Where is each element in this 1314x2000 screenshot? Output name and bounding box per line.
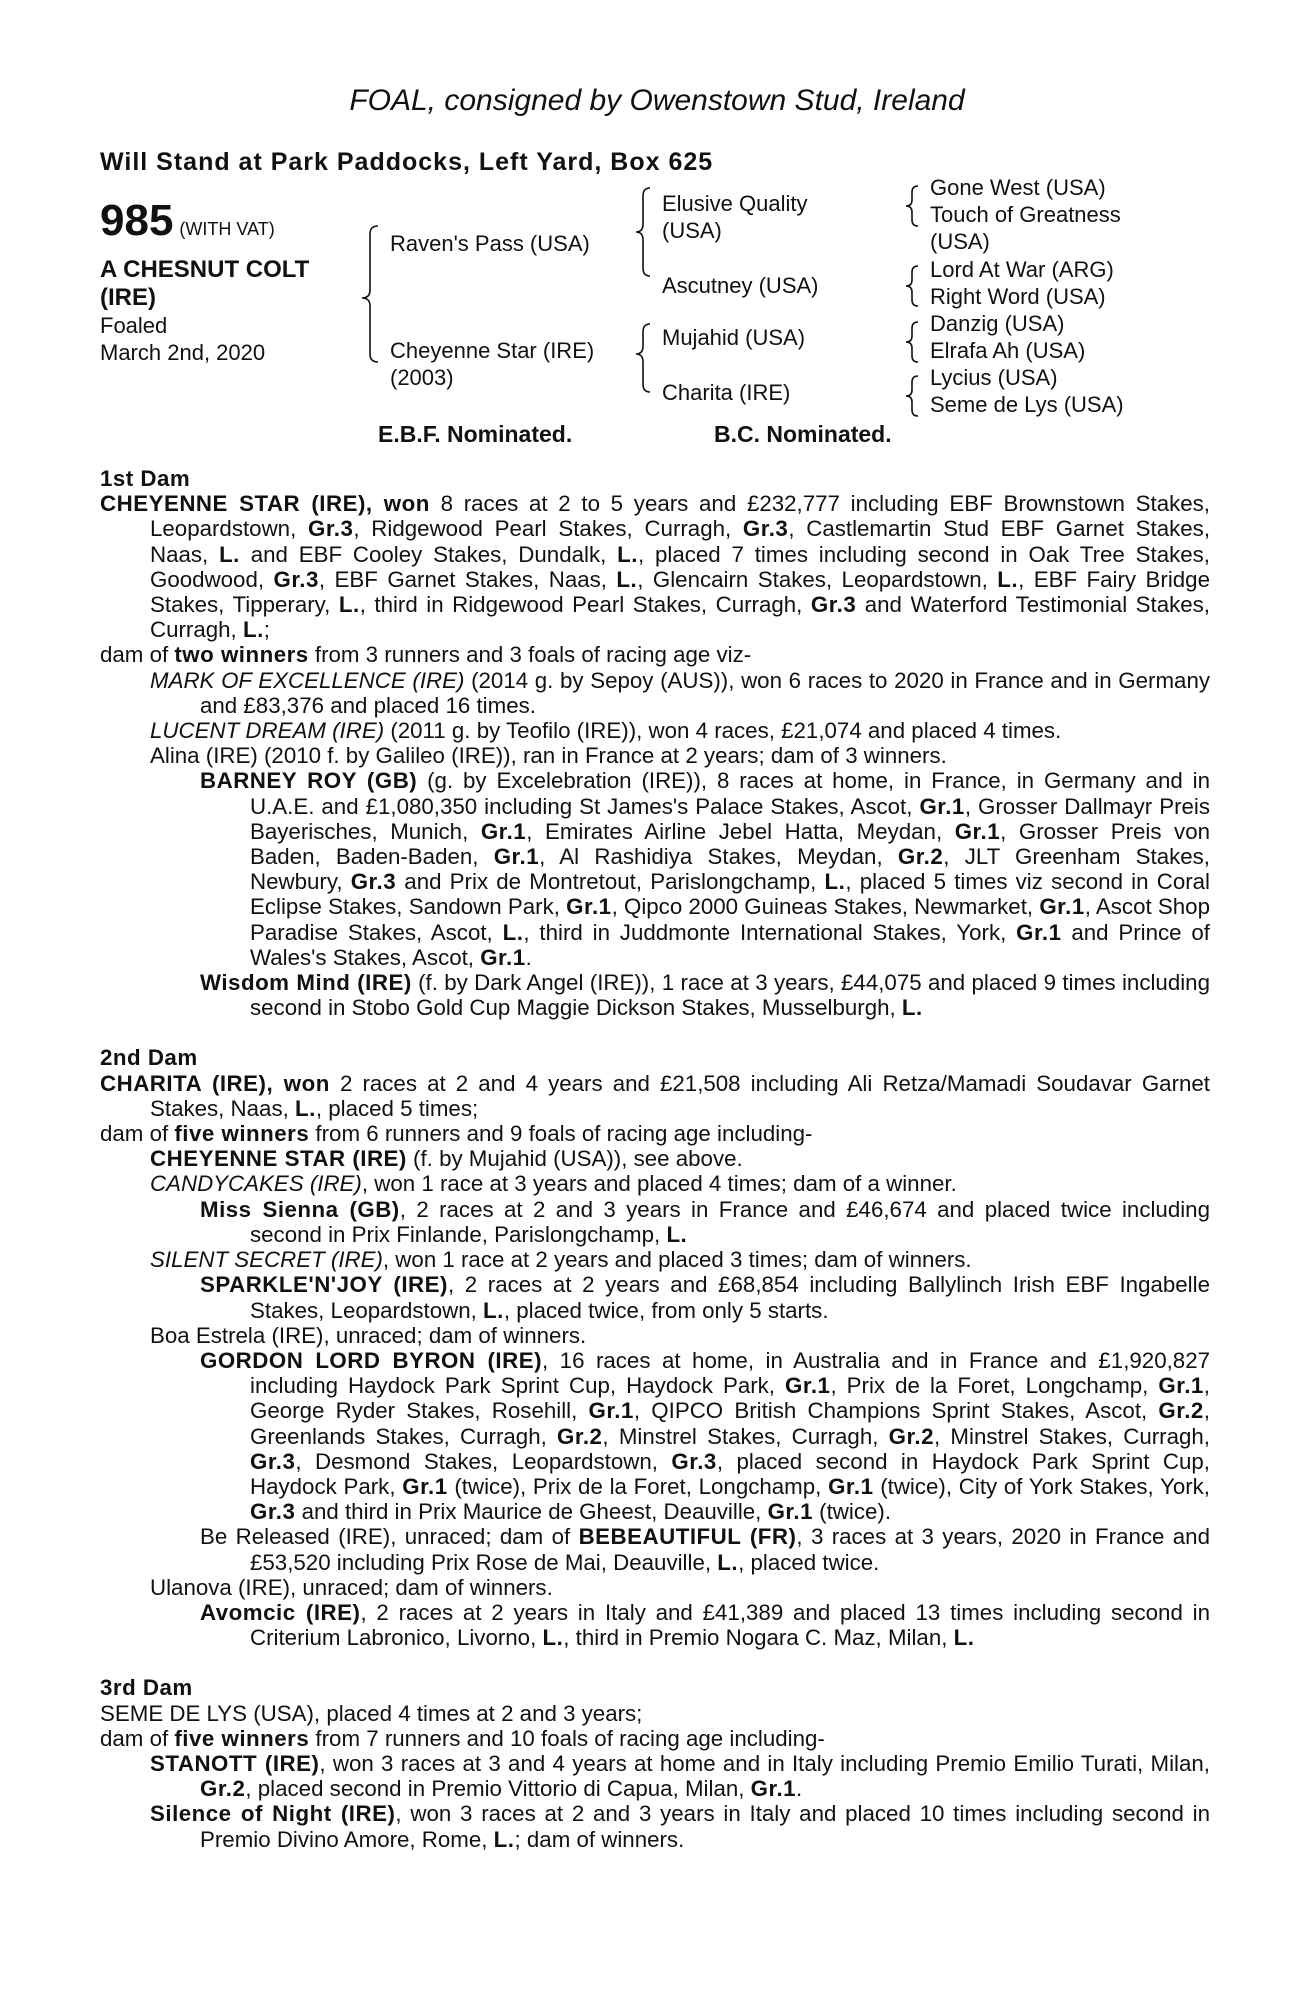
third-dam-heading: 3rd Dam — [100, 1675, 193, 1701]
dds: Lycius (USA) — [930, 365, 1058, 390]
produce-candycakes: CANDYCAKES (IRE), won 1 race at 3 years and placed 4 times; dam of a winner. — [150, 1171, 957, 1197]
produce-wisdom-mind: Wisdom Mind (IRE) (f. by Dark Angel (IRE)), 1 race at 3 years, £44,075 and placed 9 times including second in Stobo Gold Cup Maggie Dickson Stakes, Musselburgh, L. — [200, 970, 1210, 1021]
produce-alina: Alina (IRE) (2010 f. by Galileo (IRE)), ran in France at 2 years; dam of 3 winners. — [150, 743, 947, 769]
second-dam-heading: 2nd Dam — [100, 1045, 198, 1071]
brace-sd — [906, 266, 918, 306]
sire: Raven's Pass (USA) — [390, 231, 590, 256]
produce-lucent-dream: LUCENT DREAM (IRE) (2011 g. by Teofilo (IRE)), won 4 races, £21,074 and placed 4 times. — [150, 718, 1062, 744]
brace-ds — [906, 322, 918, 362]
consignor-line: FOAL, consigned by Owenstown Stud, Ireland — [349, 84, 965, 117]
brace-dd — [906, 376, 918, 416]
ssd-line2: (USA) — [930, 229, 990, 254]
first-dam-name: CHEYENNE STAR (IRE) — [100, 491, 366, 517]
produce-sparkle-n-joy: SPARKLE'N'JOY (IRE), 2 races at 2 years and £68,854 including Ballylinch Irish EBF Ingabelle Stakes, Leopardstown, L., placed twice, from only 5 starts. — [200, 1272, 1210, 1323]
brace-main — [362, 226, 378, 362]
dam-dam: Charita (IRE) — [662, 380, 791, 405]
dam — [390, 337, 594, 391]
produce-cheyenne-star: CHEYENNE STAR (IRE) (f. by Mujahid (USA)), see above. — [150, 1146, 743, 1172]
produce-mark-of-excellence: MARK OF EXCELLENCE (IRE) (2014 g. by Sepoy (AUS)), won 6 races to 2020 in France and in Germany and £83,376 and placed 16 times. — [150, 667, 1210, 718]
sds: Lord At War (ARG) — [930, 257, 1114, 282]
ssd — [930, 201, 1121, 255]
produce-gordon-lord-byron: GORDON LORD BYRON (IRE), 16 races at home, in Australia and in France and £1,920,827 including Haydock Park Sprint Cup, Haydock Park, Gr.1, Prix de la Foret, Longchamp, Gr.1, George Ryder Stakes, Rosehill, Gr.1, QIPCO British Champions Sprint Stakes, Ascot, Gr.2, Greenlands Stakes, Curragh, Gr.2, Minstrel Stakes, Curragh, Gr.2, Minstrel Stakes, Curragh, Gr.3, Desmond Stakes, Leopardstown, Gr.3, placed second in Haydock Park Sprint Cup, Haydock Park, Gr.1 (twice), Prix de la Foret, Longchamp, Gr.1 (twice), City of York Stakes, York, Gr.3 and third in Prix Maurice de Gheest, Deauville, Gr.1 (twice). — [200, 1347, 1211, 1525]
stand-location: Will Stand at Park Paddocks, Left Yard, Box 625 — [100, 148, 714, 176]
produce-be-released: Be Released (IRE), unraced; dam of BEBEAUTIFUL (FR), 3 races at 3 years, 2020 in France and £53,520 including Prix Rose de Mai, Deauville, L., placed twice. — [200, 1524, 1210, 1575]
produce-stanott: STANOTT (IRE), won 3 races at 3 and 4 years at home and in Italy including Premio Emilio Turati, Milan, Gr.2, placed second in Premio Vittorio di Capua, Milan, Gr.1. — [150, 1750, 1210, 1802]
produce-silence-of-night: Silence of Night (IRE), won 3 races at 2 and 3 years in Italy and placed 10 times including second in Premio Divino Amore, Rome, L.; dam of winners. — [150, 1801, 1210, 1852]
first-dam-produce-summary: dam of two winners from 3 runners and 3 foals of racing age viz- — [100, 642, 752, 668]
dam-line1: Cheyenne Star (IRE) — [390, 338, 595, 363]
brace-sire — [636, 188, 650, 276]
brace-ss — [906, 186, 918, 226]
ebf-nomination: E.B.F. Nominated. — [378, 421, 573, 447]
produce-silent-secret: SILENT SECRET (IRE), won 1 race at 2 years and placed 3 times; dam of winners. — [150, 1247, 972, 1273]
produce-ulanova: Ulanova (IRE), unraced; dam of winners. — [150, 1574, 553, 1600]
produce-boa-estrela: Boa Estrela (IRE), unraced; dam of winners. — [150, 1322, 587, 1348]
sire-sire — [662, 190, 808, 244]
horse-desc-line2: (IRE) — [100, 284, 156, 311]
spacer — [100, 1020, 1210, 1045]
sire-sire-line1: Elusive Quality — [662, 191, 808, 216]
sdd: Right Word (USA) — [930, 284, 1106, 309]
third-dam-produce-summary: dam of five winners from 7 runners and 10 foals of racing age including- — [100, 1725, 825, 1751]
ssd-line1: Touch of Greatness — [930, 202, 1121, 227]
vat-note: (WITH VAT) — [179, 219, 275, 239]
dsd: Elrafa Ah (USA) — [930, 338, 1086, 363]
sss: Gone West (USA) — [930, 175, 1106, 200]
foaled-date: March 2nd, 2020 — [100, 340, 266, 365]
catalogue-body — [100, 466, 1210, 1852]
foaled-label: Foaled — [100, 313, 168, 338]
produce-miss-sienna: Miss Sienna (GB), 2 races at 2 and 3 years in France and £46,674 and placed twice including second in Prix Finlande, Parislongchamp, L. — [200, 1196, 1210, 1247]
horse-desc-line1: A CHESNUT COLT — [100, 256, 310, 283]
first-dam-heading: 1st Dam — [100, 466, 191, 491]
brace-dam — [636, 324, 650, 392]
bc-nomination: B.C. Nominated. — [714, 421, 892, 447]
lot-number: 985 — [100, 196, 174, 245]
dam-sire: Mujahid (USA) — [662, 325, 806, 350]
second-dam-entry: CHARITA (IRE), won 2 races at 2 and 4 years and £21,508 including Ali Retza/Mamadi Soudavar Garnet Stakes, Naas, L., placed 5 times; — [100, 1070, 1210, 1121]
sire-sire-line2: (USA) — [662, 218, 722, 243]
produce-avomcic: Avomcic (IRE), 2 races at 2 years in Italy and £41,389 and placed 13 times including second in Criterium Labronico, Livorno, L., third in Premio Nogara C. Maz, Milan, L. — [200, 1599, 1210, 1651]
produce-barney-roy: BARNEY ROY (GB) (g. by Excelebration (IRE)), 8 races at home, in France, in Germany and in U.A.E. and £1,080,350 including St James's Palace Stakes, Ascot, Gr.1, Grosser Dallmayr Preis Bayerisches, Munich, Gr.1, Emirates Airline Jebel Hatta, Meydan, Gr.1, Grosser Preis von Baden, Baden-Baden, Gr.1, Al Rashidiya Stakes, Meydan, Gr.2, JLT Greenham Stakes, Newbury, Gr.3 and Prix de Montretout, Parislongchamp, L., placed 5 times viz second in Coral Eclipse Stakes, Sandown Park, Gr.1, Qipco 2000 Guineas Stakes, Newmarket, Gr.1, Ascot Shop Paradise Stakes, Ascot, L., third in Juddmonte International Stakes, York, Gr.1 and Prince of Wales's Stakes, Ascot, Gr.1. — [200, 768, 1210, 970]
dam-line2: (2003) — [390, 365, 454, 390]
sire-dam: Ascutney (USA) — [662, 273, 819, 298]
second-dam-produce-summary: dam of five winners from 6 runners and 9 foals of racing age including- — [100, 1121, 813, 1147]
dss: Danzig (USA) — [930, 311, 1065, 336]
spacer — [100, 1650, 1210, 1675]
third-dam-entry: SEME DE LYS (USA), placed 4 times at 2 and 3 years; — [100, 1700, 643, 1726]
first-dam-entry: CHEYENNE STAR (IRE), won 8 races at 2 to 5 years and £232,777 including EBF Brownstown Stakes, Leopardstown, Gr.3, Ridgewood Pearl Stakes, Curragh, Gr.3, Castlemartin Stud EBF Garnet Stakes, Naas, L. and EBF Cooley Stakes, Dundalk, L., placed 7 times including second in Oak Tree Stakes, Goodwood, Gr.3, EBF Garnet Stakes, Naas, L., Glencairn Stakes, Leopardstown, L., EBF Fairy Bridge Stakes, Tipperary, L., third in Ridgewood Pearl Stakes, Curragh, Gr.3 and Waterford Testimonial Stakes, Curragh, L.; — [100, 491, 1211, 643]
ddd: Seme de Lys (USA) — [930, 392, 1124, 417]
